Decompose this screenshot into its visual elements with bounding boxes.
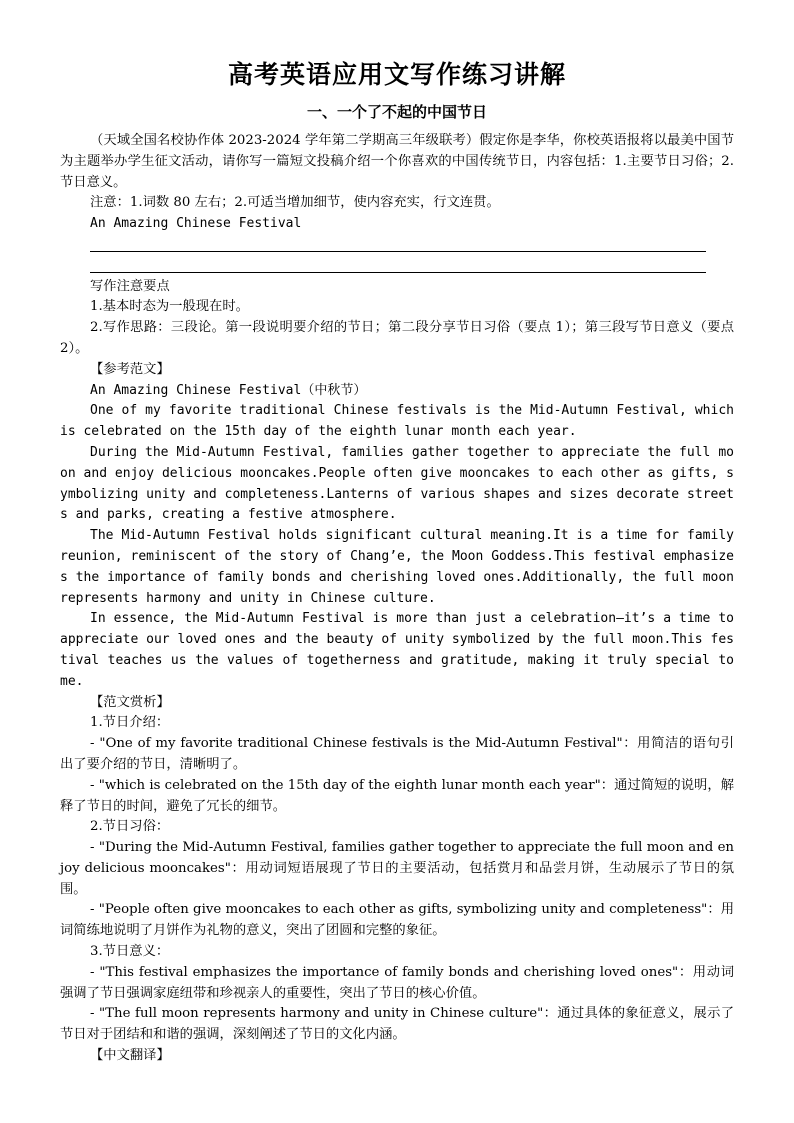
analysis-item: - "People often give mooncakes to each other as gifts, symbolizing unity and completeness"：用词简练地说明了月饼作为礼物的意义，突出了团圆和完整的象征。 <box>60 902 734 939</box>
analysis-subheading: 2.节日习俗： <box>90 819 170 835</box>
analysis-subheading: 1.节日介绍： <box>90 715 170 731</box>
document-page <box>60 55 734 1067</box>
sample-paragraph: During the Mid-Autumn Festival, families gather together to appreciate the full moon and enjoy delicious mooncakes.People often give mooncakes to each other as gifts, symbolizing unity and completeness.Lanterns of various shapes and sizes decorate streets and parks, creating a festive atmosphere. <box>60 444 734 523</box>
analysis-item: - "which is celebrated on the 15th day of the eighth lunar month each year"：通过简短的说明，解释了节日的时间，避免了冗长的细节。 <box>60 777 734 814</box>
analysis-item: - "The full moon represents harmony and unity in Chinese culture"：通过具体的象征意义，展示了节日对于团结和和谐的强调，深刻阐述了节日的文化内涵。 <box>60 1006 734 1043</box>
sample-paragraph: In essence, the Mid-Autumn Festival is more than just a celebration—it’s a time to appreciate our loved ones and the beauty of unity symbolized by the full moon.This festival teaches us the values of togetherness and gratitude, making it truly special to me. <box>60 611 734 689</box>
prompt-notes: 注意：1.词数 80 左右；2.可适当增加细节，使内容充实，行文连贯。 <box>90 195 500 211</box>
answer-line <box>60 235 734 256</box>
analysis-item: - "During the Mid-Autumn Festival, families gather together to appreciate the full moon and enjoy delicious mooncakes"：用动词短语展现了节日的主要活动，包括赏月和品尝月饼，生动展示了节日的氛围。 <box>60 840 734 897</box>
sample-paragraph: One of my favorite traditional Chinese festivals is the Mid-Autumn Festival, which is celebrated on the 15th day of the eighth lunar month each year. <box>60 403 734 440</box>
sample-heading: 【参考范文】 <box>90 361 170 377</box>
prompt-task: （天域全国名校协作体 2023-2024 学年第二学期高三年级联考）假定你是李华，你校英语报将以最美中国节为主题举办学生征文活动，请你写一篇短文投稿介绍一个你喜欢的中国传统节日，内容包括：1.主要节日习俗；2.节日意义。 <box>60 133 734 190</box>
writing-points-heading: 写作注意要点 <box>90 278 170 294</box>
sample-paragraph: The Mid-Autumn Festival holds significant cultural meaning.It is a time for family reunion, reminiscent of the story of Chang’e, the Moon Goddess.This festival emphasizes the importance of family bonds and cherishing loved ones.Additionally, the full moon represents harmony and unity in Chinese culture. <box>60 528 734 606</box>
analysis-heading: 【范文赏析】 <box>90 694 170 710</box>
analysis-item: - "This festival emphasizes the importance of family bonds and cherishing loved ones"：用动词强调了节日强调家庭纽带和珍视亲人的重要性，突出了节日的核心价值。 <box>60 964 734 1001</box>
writing-point: 1.基本时态为一般现在时。 <box>90 299 249 315</box>
section-heading: 一、一个了不起的中国节日 <box>306 103 487 121</box>
writing-point: 2.写作思路：三段论。第一段说明要介绍的节日；第二段分享节日习俗（要点 1）；第三段写节日意义（要点 2）。 <box>60 320 734 356</box>
analysis-subheading: 3.节日意义： <box>90 944 170 960</box>
page-title: 高考英语应用文写作练习讲解 <box>227 60 566 89</box>
sample-title: An Amazing Chinese Festival（中秋节） <box>90 382 367 398</box>
essay-title: An Amazing Chinese Festival <box>90 216 302 232</box>
answer-line <box>60 256 734 277</box>
translation-heading: 【中文翻译】 <box>90 1048 170 1064</box>
analysis-item: - "One of my favorite traditional Chinese festivals is the Mid-Autumn Festival"：用简洁的语句引出了要介绍的节日，清晰明了。 <box>60 736 734 772</box>
